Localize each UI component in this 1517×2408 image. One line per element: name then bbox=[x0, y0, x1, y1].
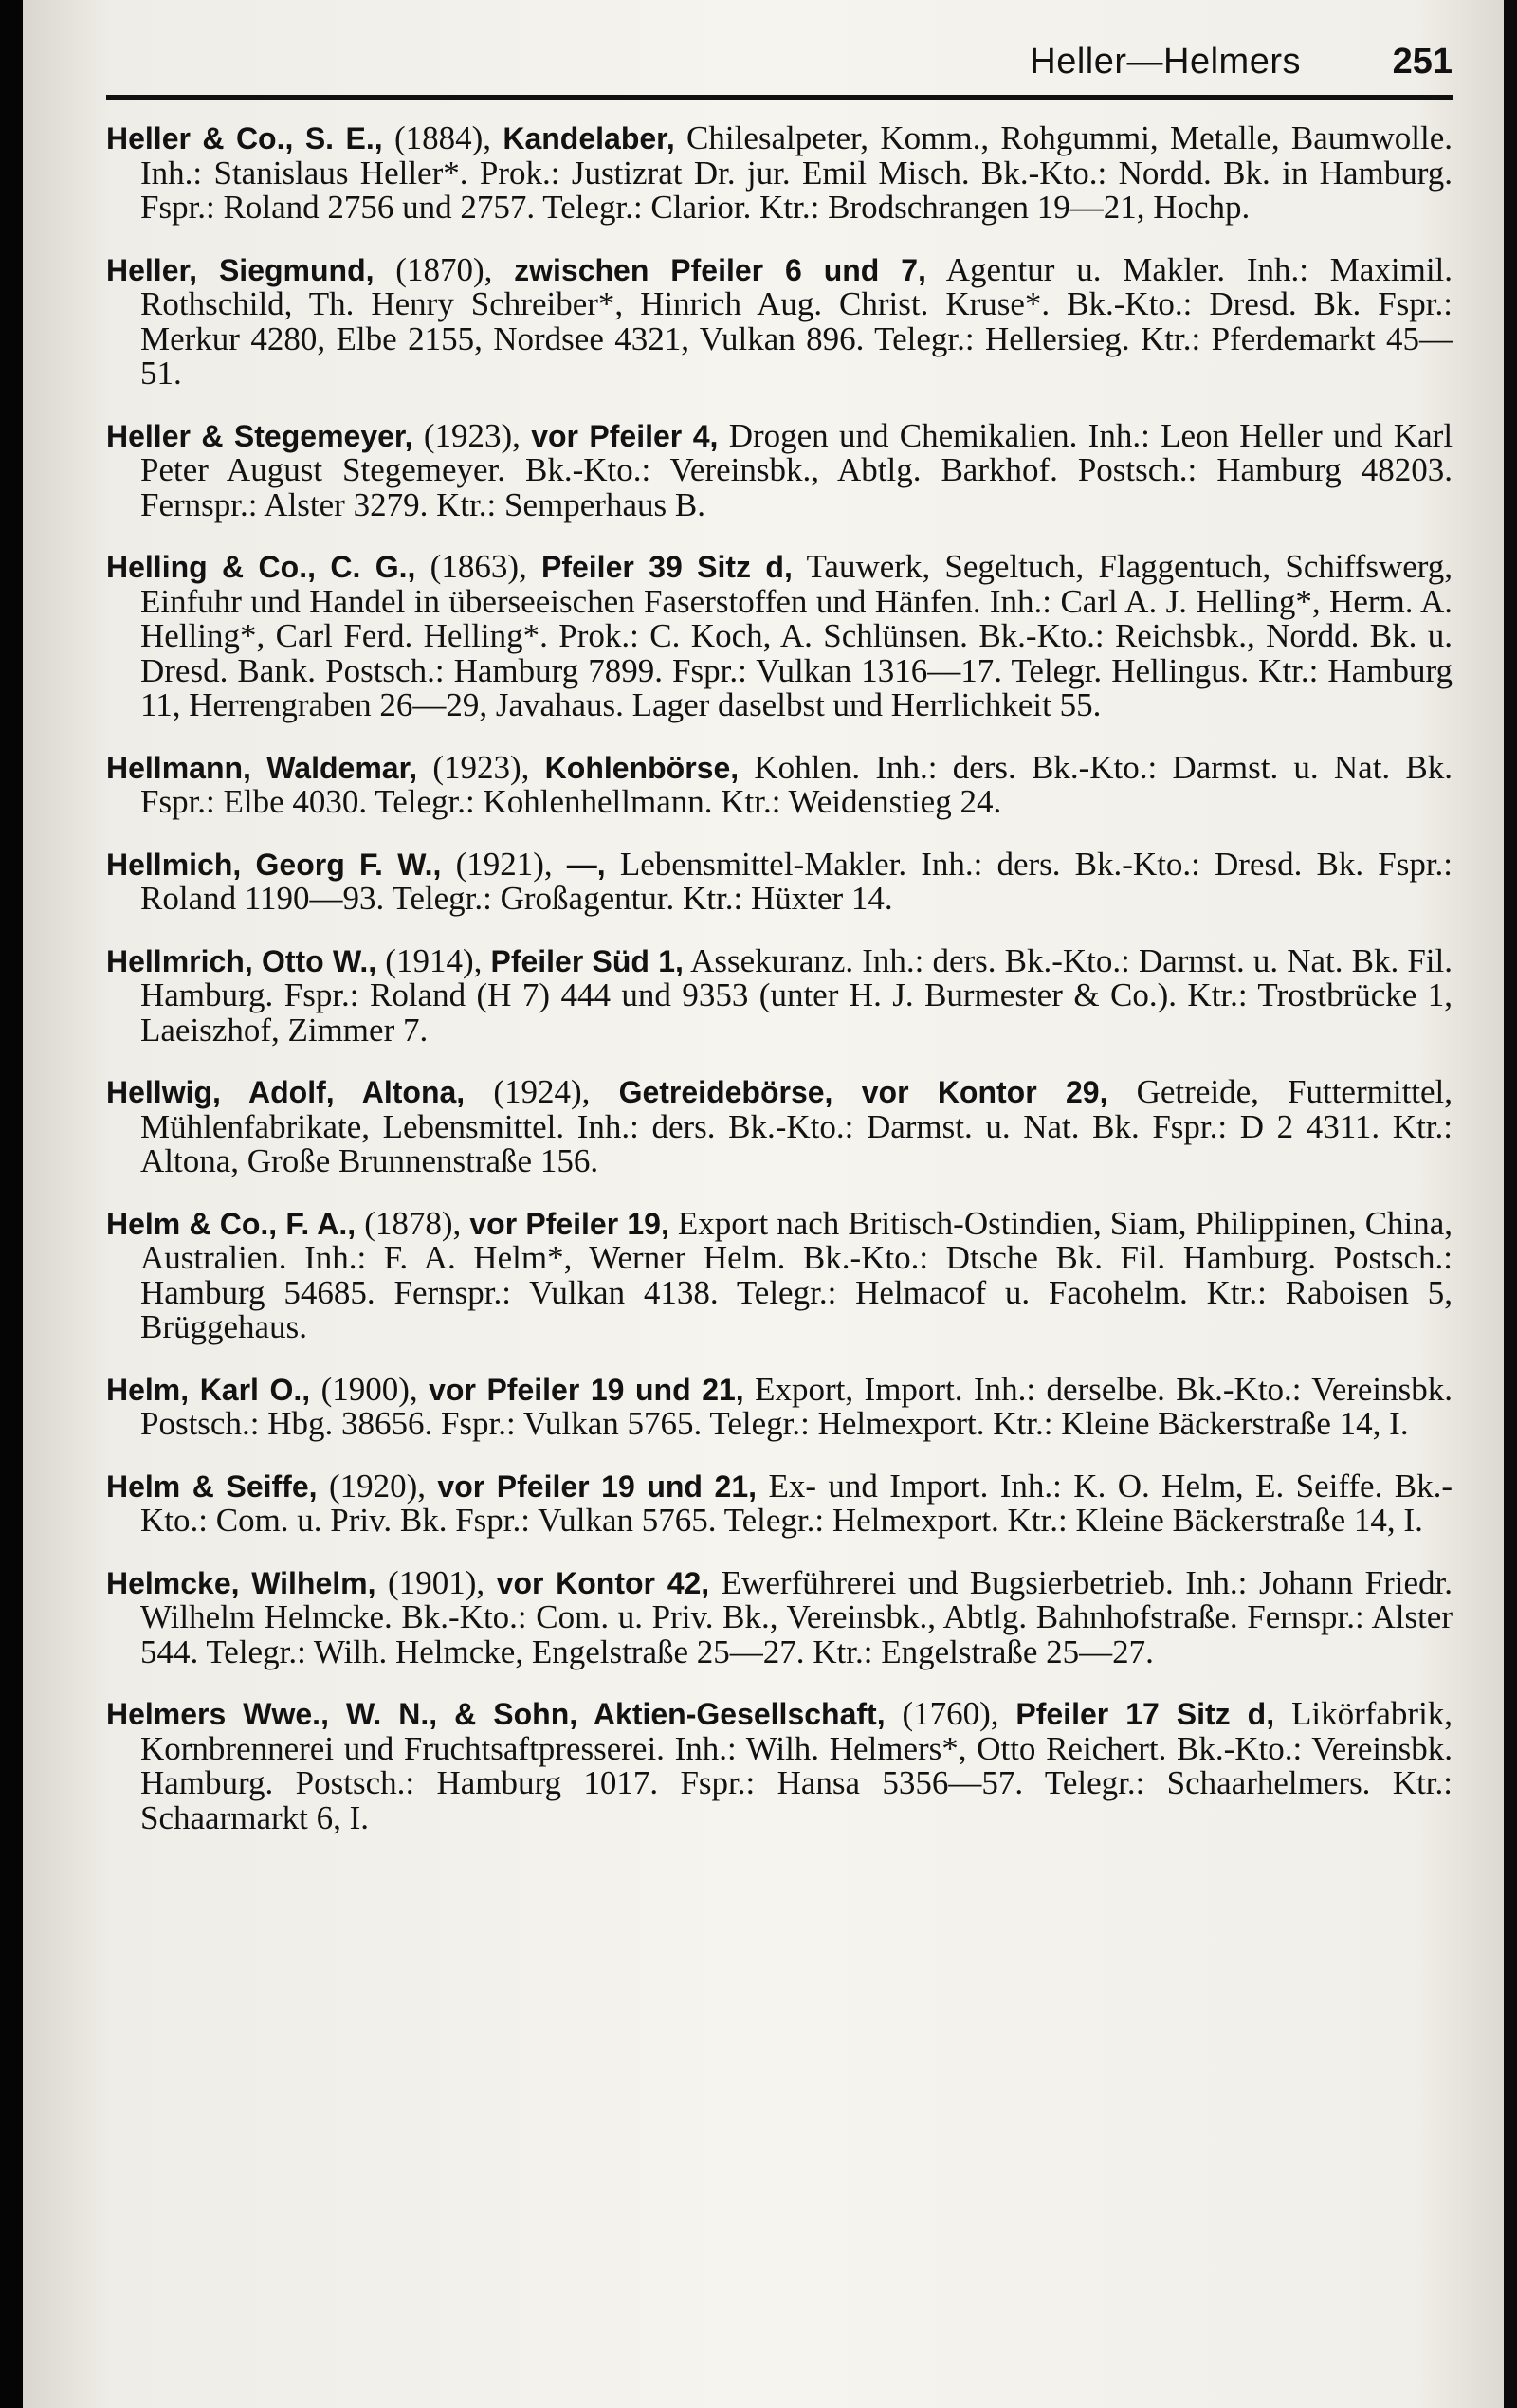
entry-location: —, bbox=[566, 847, 606, 882]
entry-name: Helm, Karl O., bbox=[106, 1372, 311, 1407]
entry-founded: (1920), bbox=[328, 1467, 426, 1505]
directory-entry bbox=[106, 941, 1453, 1049]
entry-name: Helmers Wwe., W. N., & Sohn, Aktien-Gesellschaft, bbox=[106, 1697, 886, 1731]
entry-location: vor Pfeiler 19 und 21, bbox=[437, 1469, 758, 1504]
directory-entry bbox=[106, 1469, 1453, 1539]
directory-entry bbox=[106, 1697, 1453, 1835]
directory-entry bbox=[106, 550, 1453, 723]
entry-name: Helling & Co., C. G., bbox=[106, 550, 416, 584]
entry-name: Hellmrich, Otto W., bbox=[106, 943, 377, 978]
entry-name: Heller & Stegemeyer, bbox=[106, 418, 413, 453]
entry-name: Hellmich, Georg F. W., bbox=[106, 847, 442, 882]
entry-founded: (1878), bbox=[364, 1204, 462, 1242]
scan-edge bbox=[0, 0, 23, 2408]
entry-founded: (1914), bbox=[385, 941, 483, 979]
entry-name: Helm & Co., F. A., bbox=[106, 1206, 356, 1241]
directory-entry bbox=[106, 416, 1453, 523]
entry-details: Likörfabrik, Kornbrennerei und Fruchtsaftpresserei. Inh.: Wilh. Helmers*, Otto Reichert. Bk.-Kto.: Vereinsbk. Hamburg. Postsch.: Hamburg 1017. Fspr.: Hansa 5356—57. Telegr.: Schaarhelmers. Ktr.: Schaarmarkt 6, I. bbox=[140, 1695, 1453, 1836]
directory-entry bbox=[106, 250, 1453, 392]
directory-entry bbox=[106, 121, 1453, 226]
directory-entry bbox=[106, 1563, 1453, 1670]
entry-details: Ex- und Import. Inh.: K. O. Helm, E. Seiffe. Bk.-Kto.: Com. u. Priv. Bk. Fspr.: Vulkan 5765. Telegr.: Helmexport. Ktr.: Kleine Bäckerstraße 14, I. bbox=[140, 1467, 1453, 1539]
entry-name: Heller & Co., S. E., bbox=[106, 121, 383, 155]
page-header bbox=[106, 32, 1453, 100]
entry-details: Kohlen. Inh.: ders. Bk.-Kto.: Darmst. u. Nat. Bk. Fspr.: Elbe 4030. Telegr.: Kohlenhellmann. Ktr.: Weidenstieg 24. bbox=[140, 748, 1453, 820]
entry-location: vor Pfeiler 19, bbox=[469, 1206, 669, 1241]
entry-name: Helmcke, Wilhelm, bbox=[106, 1565, 376, 1600]
entry-founded: (1863), bbox=[430, 548, 527, 585]
entry-name: Helm & Seiffe, bbox=[106, 1469, 318, 1504]
entry-location: Pfeiler 39 Sitz d, bbox=[540, 550, 793, 584]
entry-founded: (1924), bbox=[493, 1073, 591, 1110]
running-head: Heller—Helmers bbox=[1030, 42, 1301, 82]
entry-location: vor Pfeiler 19 und 21, bbox=[429, 1372, 744, 1407]
entry-details: Ewerführerei und Bugsierbetrieb. Inh.: Johann Friedr. Wilhelm Helmcke. Bk.-Kto.: Com. u. Priv. Bk., Vereinsbk., Abtlg. Bahnhofstraße. Fernspr.: Alster 544. Telegr.: Wilh. Helmcke, Engelstraße 25—27. Ktr.: Engelstraße 25—27. bbox=[140, 1563, 1453, 1670]
entry-location: vor Pfeiler 4, bbox=[531, 418, 719, 453]
entry-details: Lebensmittel-Makler. Inh.: ders. Bk.-Kto.: Dresd. Bk. Fspr.: Roland 1190—93. Telegr.: Großagentur. Ktr.: Hüxter 14. bbox=[140, 845, 1453, 917]
entry-founded: (1884), bbox=[393, 119, 492, 156]
entry-location: Kohlenbörse, bbox=[544, 750, 740, 785]
entry-location: Getreidebörse, vor Kontor 29, bbox=[618, 1075, 1108, 1109]
entry-name: Hellwig, Adolf, Altona, bbox=[106, 1075, 466, 1109]
page-number: 251 bbox=[1392, 42, 1453, 82]
entry-details: Chilesalpeter, Komm., Rohgummi, Metalle, Baumwolle. Inh.: Stanislaus Heller*. Prok.: Justizrat Dr. jur. Emil Misch. Bk.-Kto.: Nordd. Bk. in Hamburg. Fspr.: Roland 2756 und 2757. Telegr.: Clarior. Ktr.: Brodschrangen 19—21, Hochp. bbox=[140, 119, 1453, 226]
entry-founded: (1901), bbox=[388, 1563, 485, 1601]
entry-list bbox=[106, 121, 1453, 1863]
entry-location: Pfeiler 17 Sitz d, bbox=[1015, 1697, 1275, 1731]
entry-location: zwischen Pfeiler 6 und 7, bbox=[514, 252, 926, 287]
entry-location: Pfeiler Süd 1, bbox=[490, 943, 684, 978]
directory-entry bbox=[106, 845, 1453, 917]
entry-details: Assekuranz. Inh.: ders. Bk.-Kto.: Darmst. u. Nat. Bk. Fil. Hamburg. Fspr.: Roland (H 7) 444 und 9353 (unter H. J. Burmester & Co.). Ktr.: Trostbrücke 1, Laeiszhof, Zimmer 7. bbox=[140, 941, 1453, 1049]
entry-details: Drogen und Chemikalien. Inh.: Leon Heller und Karl Peter August Stegemeyer. Bk.-Kto.: Vereinsbk., Abtlg. Barkhof. Postsch.: Hamburg 48203. Fernspr.: Alster 3279. Ktr.: Semperhaus B. bbox=[140, 416, 1453, 523]
entry-name: Heller, Siegmund, bbox=[106, 252, 375, 287]
entry-location: vor Kontor 42, bbox=[496, 1565, 710, 1600]
directory-entry bbox=[106, 1204, 1453, 1345]
entry-founded: (1923), bbox=[423, 416, 521, 454]
entry-details: Export nach Britisch-Ostindien, Siam, Philippinen, China, Australien. Inh.: F. A. Helm*, Werner Helm. Bk.-Kto.: Dtsche Bk. Fil. Hamburg. Postsch.: Hamburg 54685. Fernspr.: Vulkan 4138. Telegr.: Helmacof u. Facohelm. Ktr.: Raboisen 5, Brüggehaus. bbox=[140, 1204, 1453, 1345]
entry-founded: (1760), bbox=[902, 1695, 999, 1732]
entry-founded: (1921), bbox=[455, 845, 553, 883]
directory-entry bbox=[106, 1370, 1453, 1442]
directory-page bbox=[23, 0, 1504, 2408]
entry-details: Export, Import. Inh.: derselbe. Bk.-Kto.: Vereinsbk. Postsch.: Hbg. 38656. Fspr.: Vulkan 5765. Telegr.: Helmexport. Ktr.: Kleine Bäckerstraße 14, I. bbox=[140, 1370, 1453, 1442]
entry-details: Agentur u. Makler. Inh.: Maximil. Rothschild, Th. Henry Schreiber*, Hinrich Aug. Christ. Kruse*. Bk.-Kto.: Dresd. Bk. Fspr.: Merkur 4280, Elbe 2155, Nordsee 4321, Vulkan 896. Telegr.: Hellersieg. Ktr.: Pferdemarkt 45—51. bbox=[140, 250, 1453, 392]
entry-details: Tauwerk, Segeltuch, Flaggentuch, Schiffswerg, Einfuhr und Handel in überseeischen Faserstoffen und Hänfen. Inh.: Carl A. J. Helling*, Herm. A. Helling*, Carl Ferd. Helling*. Prok.: C. Koch, A. Schlünsen. Bk.-Kto.: Reichsbk., Nordd. Bk. u. Dresd. Bank. Postsch.: Hamburg 7899. Fspr.: Vulkan 1316—17. Telegr. Hellingus. Ktr.: Hamburg 11, Herrengraben 26—29, Javahaus. Lager daselbst und Herrlichkeit 55. bbox=[140, 548, 1453, 723]
entry-location: Kandelaber, bbox=[503, 121, 675, 155]
entry-name: Hellmann, Waldemar, bbox=[106, 750, 418, 785]
entry-founded: (1870), bbox=[395, 250, 493, 288]
entry-founded: (1923), bbox=[432, 748, 530, 786]
entry-founded: (1900), bbox=[320, 1370, 418, 1408]
directory-entry bbox=[106, 748, 1453, 820]
entry-details: Getreide, Futtermittel, Mühlenfabrikate, Lebensmittel. Inh.: ders. Bk.-Kto.: Darmst. u. Nat. Bk. Fspr.: D 2 4311. Ktr.: Altona, Große Brunnenstraße 156. bbox=[140, 1073, 1453, 1179]
directory-entry bbox=[106, 1075, 1453, 1179]
